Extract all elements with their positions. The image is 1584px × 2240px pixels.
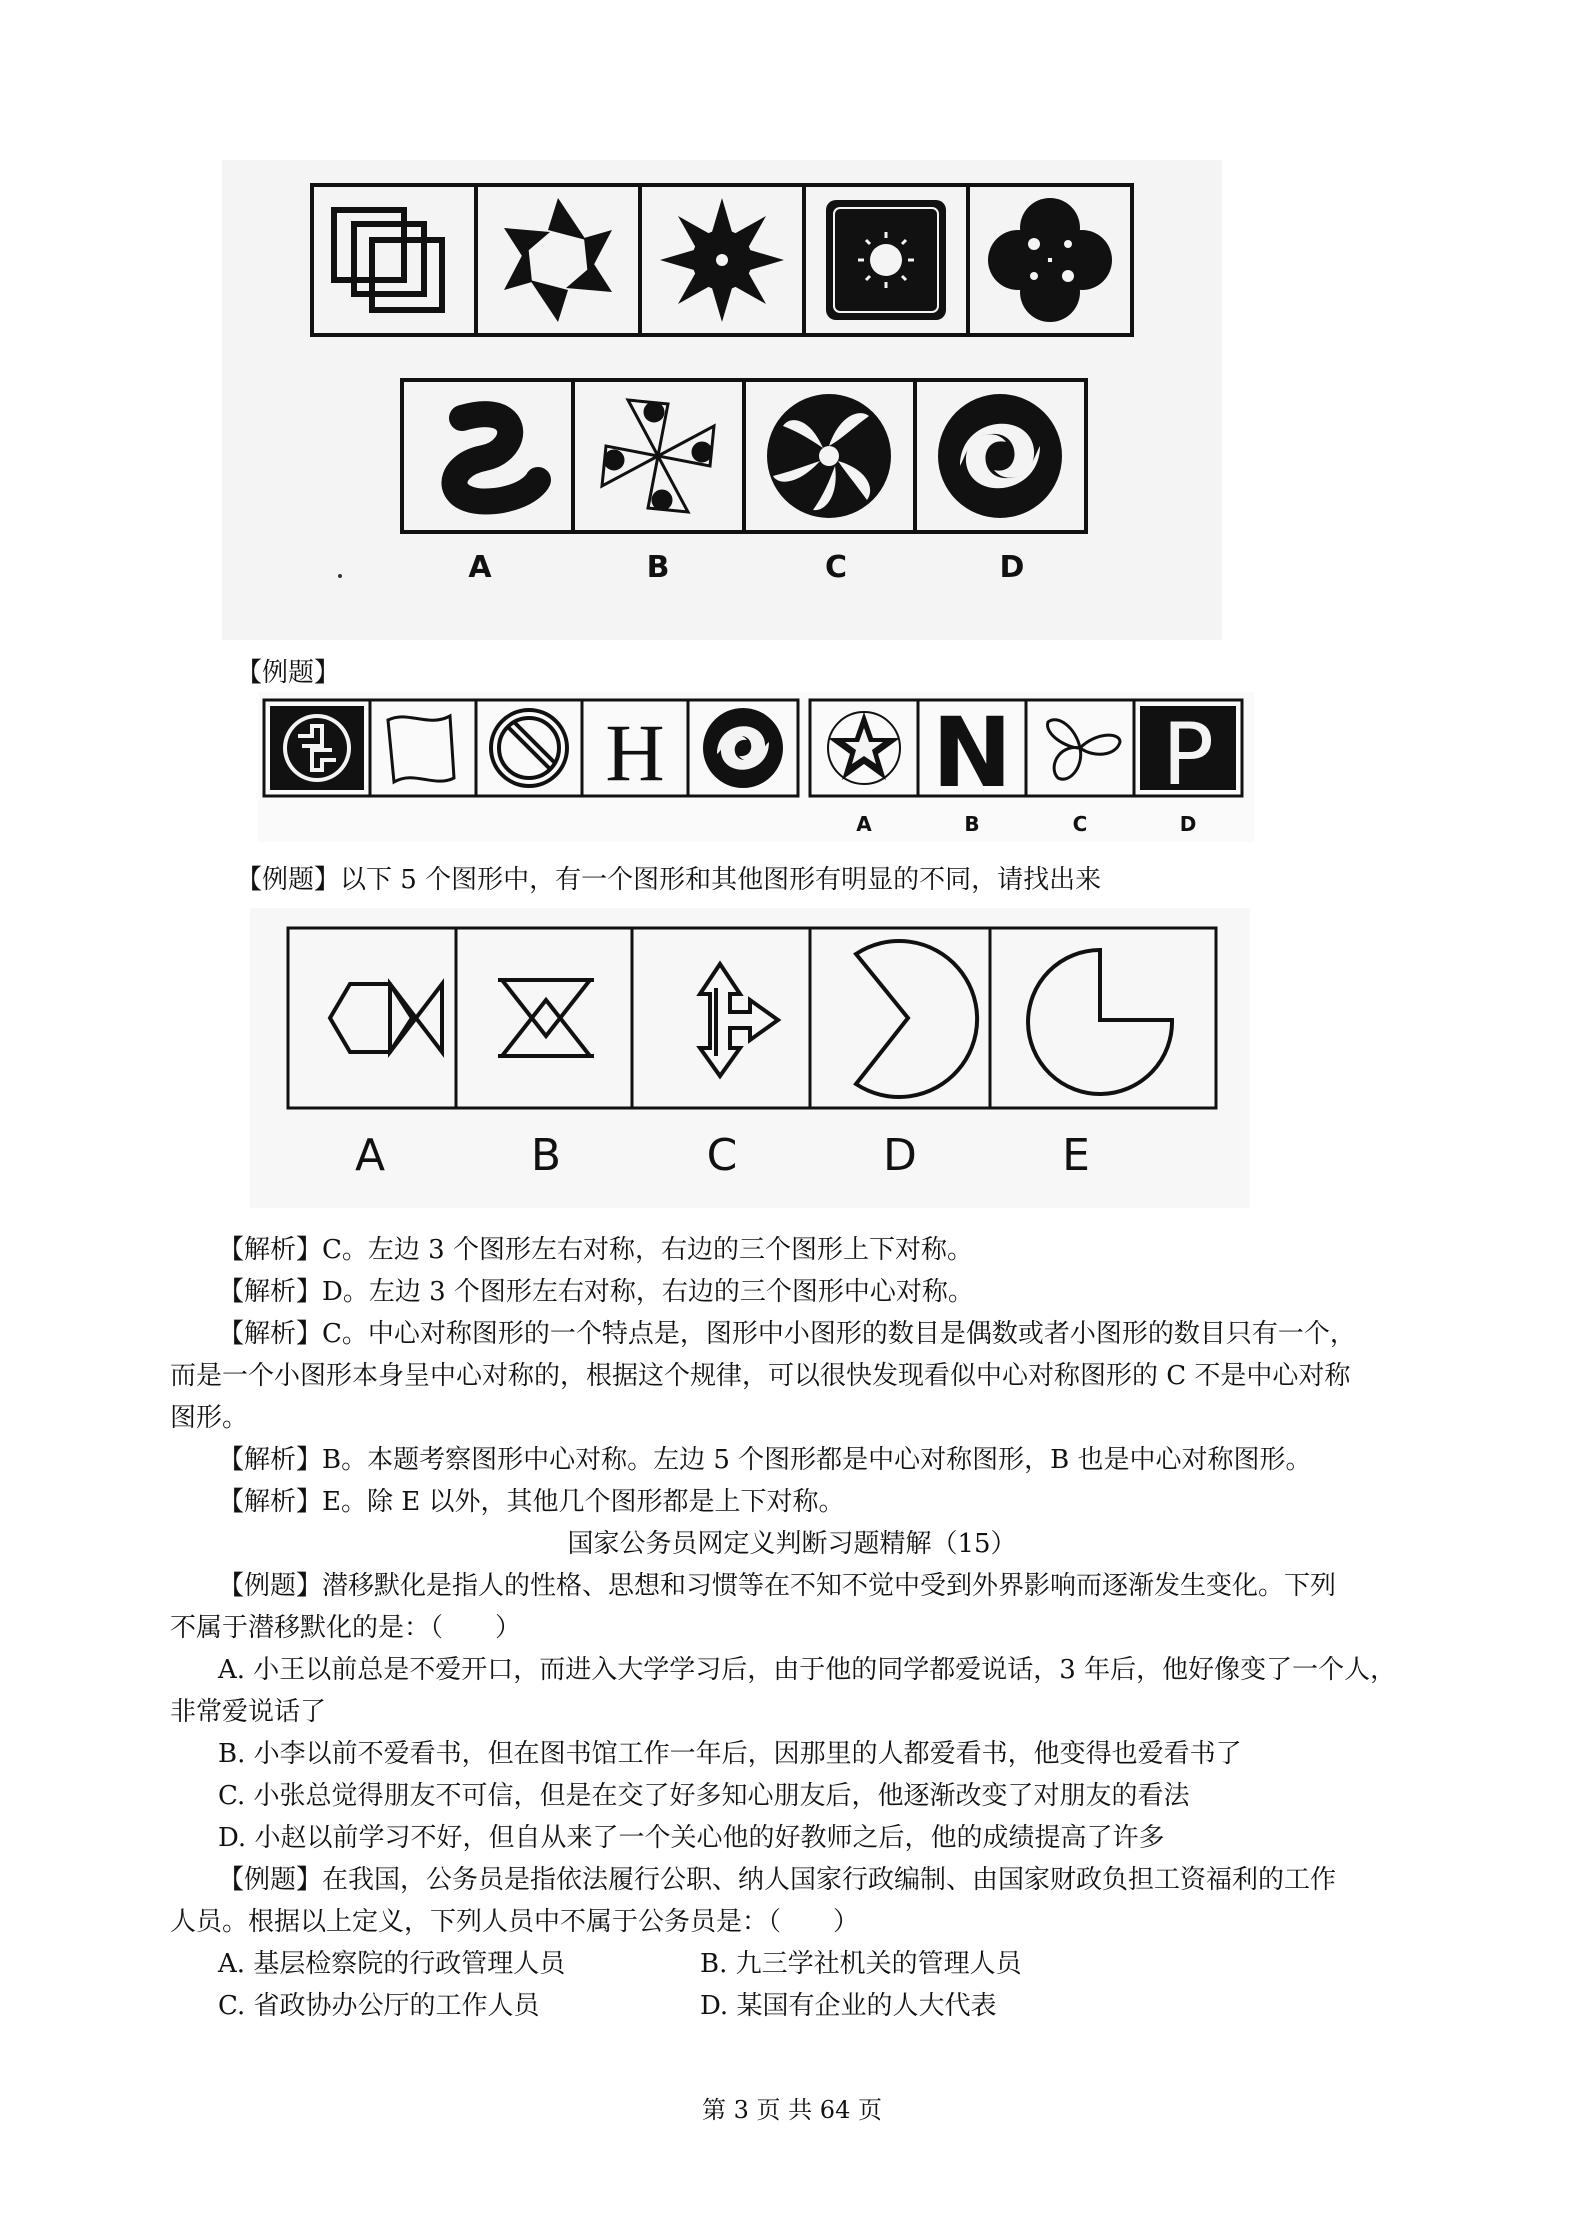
- yin-yang-swirl-icon: [938, 394, 1062, 518]
- question-2-option-b: B. 九三学社机关的管理人员: [700, 1949, 1022, 1979]
- question-2-stem-line-1: 【例题】在我国，公务员是指依法履行公职、纳人国家行政编制、由国家财政负担工资福利的工作: [218, 1865, 1337, 1895]
- square-with-sun-icon: [826, 200, 946, 320]
- maze-circle-icon: [270, 706, 364, 790]
- figure-2-label-d: D: [1179, 812, 1197, 836]
- question-1-option-a-cont: 非常爱说话了: [170, 1697, 327, 1727]
- figure-2-label-b: B: [964, 812, 980, 836]
- swirl-circle-icon: [703, 708, 783, 788]
- analysis-line-1: 【解析】C。左边 3 个图形左右对称，右边的三个图形上下对称。: [218, 1235, 973, 1265]
- section-title: 国家公务员网定义判断习题精解（15）: [567, 1529, 1017, 1559]
- starburst-flower-icon: [660, 198, 784, 322]
- figure-3-label-e: E: [1062, 1130, 1090, 1181]
- letter-p: P: [1162, 705, 1214, 805]
- figure-1-label-b: B: [646, 550, 670, 585]
- prohibition-sign-icon: [491, 710, 567, 786]
- figure-1-symmetry-puzzle: [222, 160, 1222, 640]
- four-leaf-clover-icon: [988, 198, 1112, 322]
- hourglass-triangles-icon: [498, 980, 594, 1056]
- s-shape-icon: [454, 414, 538, 501]
- propeller-petals-icon: [1048, 720, 1120, 779]
- analysis-line-3: 【解析】C。中心对称图形的一个特点是，图形中小图形的数目是偶数或者小图形的数目只有一个，: [218, 1319, 1356, 1349]
- swastika-triangles-icon: [602, 400, 714, 512]
- star-in-circle-icon: [828, 712, 900, 784]
- analysis-line-7: 【解析】E。除 E 以外，其他几个图形都是上下对称。: [218, 1487, 845, 1517]
- question-1-stem-line-1: 【例题】潜移默化是指人的性格、思想和习惯等在不知不觉中受到外界影响而逐渐发生变化。下列: [218, 1571, 1337, 1601]
- figure-3-label-d: D: [883, 1130, 917, 1181]
- question-1-option-c: C. 小张总觉得朋友不可信，但是在交了好多知心朋友后，他逐渐改变了对朋友的看法: [218, 1781, 1190, 1811]
- figure-1-label-c: C: [824, 550, 848, 585]
- analysis-line-5: 图形。: [170, 1403, 249, 1433]
- blade-rotor-icon: [767, 394, 891, 518]
- figure-2-label-a: A: [856, 812, 872, 836]
- figure-1-label-d: D: [999, 550, 1025, 585]
- letter-h: H: [605, 707, 665, 798]
- figure-2-heading: 【例题】: [236, 658, 341, 688]
- question-1-option-d: D. 小赵以前学习不好，但自从来了一个关心他的好教师之后，他的成绩提高了许多: [218, 1823, 1165, 1853]
- pacman-shape-icon: [856, 941, 977, 1097]
- figure-3-label-a: A: [354, 1130, 386, 1181]
- analysis-line-6: 【解析】B。本题考察图形中心对称。左边 5 个图形都是中心对称图形，B 也是中心对称图形。: [218, 1445, 1312, 1475]
- figure-3-label-b: B: [530, 1130, 562, 1181]
- question-2-stem-line-2: 人员。根据以上定义，下列人员中不属于公务员是：（ ）: [170, 1907, 860, 1937]
- cross-arrows-icon: [700, 964, 778, 1076]
- letter-n: N: [931, 697, 1013, 809]
- page-footer: 第 3 页 共 64 页: [702, 2096, 882, 2124]
- analysis-line-2: 【解析】D。左边 3 个图形左右对称，右边的三个图形中心对称。: [218, 1277, 974, 1307]
- figure-2-symmetry-puzzle: [258, 692, 1254, 842]
- quarter-cut-circle-icon: [1028, 950, 1172, 1094]
- question-1-option-a: A. 小王以前总是不爱开口，而进入大学学习后，由于他的同学都爱说话，3 年后，他好像变了一个人，: [218, 1655, 1397, 1685]
- figure-3-heading: 【例题】以下 5 个图形中，有一个图形和其他图形有明显的不同，请找出来: [236, 865, 1102, 895]
- analysis-line-4: 而是一个小图形本身呈中心对称的，根据这个规律，可以很快发现看似中心对称图形的 C 不是中心对称: [170, 1361, 1351, 1391]
- figure-3-symmetry-puzzle: [250, 908, 1250, 1208]
- hexagon-bowtie-icon: [330, 984, 442, 1052]
- figure-1-label-a: A: [468, 550, 492, 585]
- question-1-option-b: B. 小李以前不爱看书，但在图书馆工作一年后，因那里的人都爱看书，他变得也爱看书了: [218, 1739, 1242, 1769]
- question-2-option-c: C. 省政协办公厅的工作人员: [218, 1991, 540, 2021]
- question-2-option-a: A. 基层检察院的行政管理人员: [218, 1949, 566, 1979]
- interlocked-squares-icon: [334, 210, 442, 310]
- flag-outline-icon: [388, 716, 454, 782]
- figure-3-label-c: C: [706, 1130, 738, 1181]
- pinwheel-triangles-icon: [504, 198, 612, 322]
- question-1-stem-line-2: 不属于潜移默化的是：（ ）: [170, 1613, 522, 1643]
- figure-2-label-c: C: [1072, 812, 1088, 836]
- question-2-option-d: D. 某国有企业的人大代表: [700, 1991, 997, 2021]
